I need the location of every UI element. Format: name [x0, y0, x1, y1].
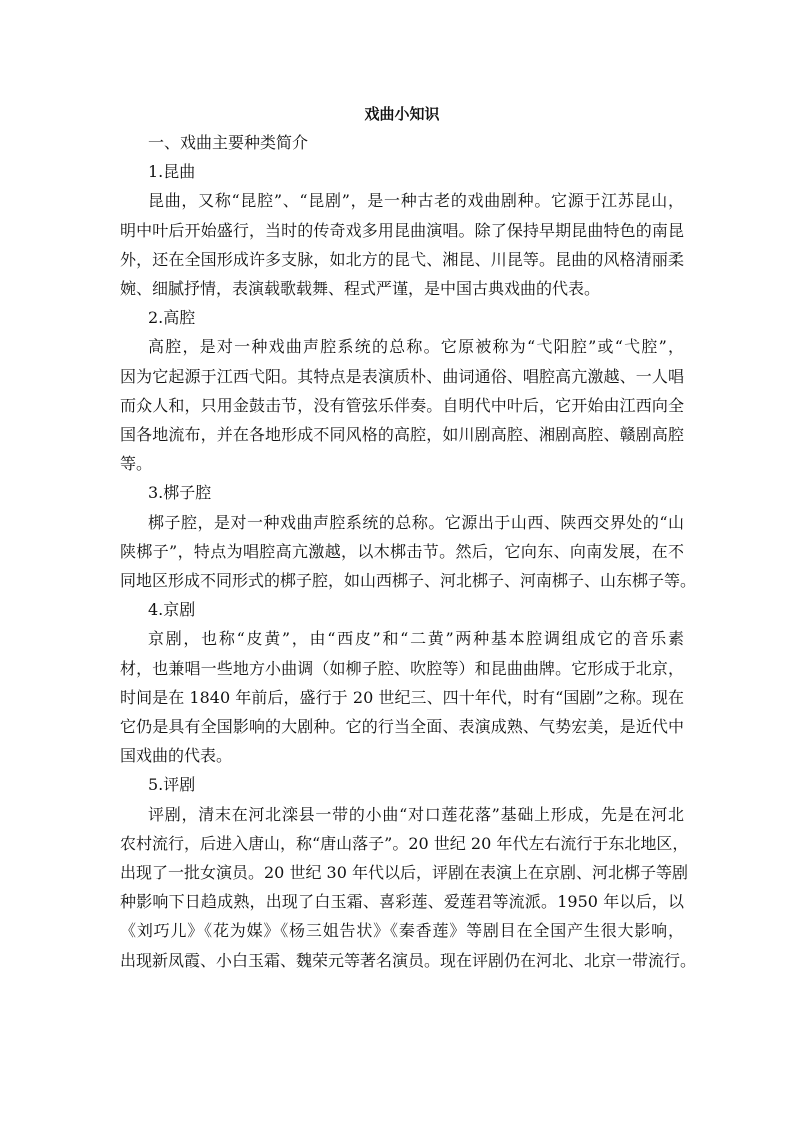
document-body	[120, 100, 697, 975]
paragraph-line: 种影响下日趋成熟，出现了白玉霜、喜彩莲、爱莲君等流派。1950 年以后，以	[120, 892, 684, 912]
paragraph-line: 高腔，是对一种戏曲声腔系统的总称。它原被称为“弋阳腔”或“弋腔”，	[148, 337, 684, 357]
paragraph-line: 农村流行，后进入唐山，称“唐山落子”。20 世纪 20 年代左右流行于东北地区，	[120, 833, 689, 853]
paragraph-line: 国各地流布，并在各地形成不同风格的高腔，如川剧高腔、湘剧高腔、赣剧高腔	[120, 425, 684, 445]
entry-heading-gaoqiang: 2.高腔	[148, 308, 196, 328]
paragraph-line: 外，还在全国形成许多支脉，如北方的昆弋、湘昆、川昆等。昆曲的风格清丽柔	[120, 249, 684, 269]
paragraph-line: 同地区形成不同形式的梆子腔，如山西梆子、河北梆子、河南梆子、山东梆子等。	[120, 571, 697, 591]
document-title: 戏曲小知识	[364, 105, 440, 123]
paragraph-line: 材，也兼唱一些地方小曲调（如柳子腔、吹腔等）和昆曲曲牌。它形成于北京，	[120, 658, 684, 678]
paragraph-line: 明中叶后开始盛行，当时的传奇戏多用昆曲演唱。除了保持早期昆曲特色的南昆	[120, 220, 684, 240]
paragraph-line: 出现了一批女演员。20 世纪 30 年代以后，评剧在表演上在京剧、河北梆子等剧	[120, 863, 688, 883]
paragraph-line: 而众人和，只用金鼓击节，没有管弦乐伴奏。自明代中叶后，它开始由江西向全	[120, 395, 684, 415]
entry-heading-jingju: 4.京剧	[148, 600, 196, 620]
paragraph-line: 因为它起源于江西弋阳。其特点是表演质朴、曲词通俗、唱腔高亢激越、一人唱	[120, 366, 684, 386]
paragraph-line: 梆子腔，是对一种戏曲声腔系统的总称。它源出于山西、陕西交界处的“山	[148, 512, 684, 532]
paragraph-line: 陕梆子”，特点为唱腔高亢激越，以木梆击节。然后，它向东、向南发展，在不	[120, 541, 684, 561]
entry-heading-pingju: 5.评剧	[148, 775, 196, 795]
paragraph-line: 等。	[120, 454, 153, 474]
paragraph-line: 昆曲，又称“昆腔”、“昆剧”，是一种古老的戏曲剧种。它源于江苏昆山，	[148, 191, 684, 211]
paragraph-line: 它仍是具有全国影响的大剧种。它的行当全面、表演成熟、气势宏美，是近代中	[120, 717, 684, 737]
section-heading: 一、戏曲主要种类简介	[148, 133, 309, 152]
entry-heading-kunqu: 1.昆曲	[148, 162, 196, 182]
paragraph-line: 出现新凤霞、小白玉霜、魏荣元等著名演员。现在评剧仍在河北、北京一带流行。	[120, 950, 697, 970]
paragraph-line: 国戏曲的代表。	[120, 746, 233, 766]
paragraph-line: 京剧，也称“皮黄”，由“西皮”和“二黄”两种基本腔调组成它的音乐素	[148, 629, 684, 649]
entry-heading-bangziqiang: 3.梆子腔	[148, 483, 212, 503]
paragraph-line: 评剧，清末在河北滦县一带的小曲“对口莲花落”基础上形成，先是在河北	[148, 804, 684, 824]
paragraph-line: 《刘巧儿》《花为媒》《杨三姐告状》《秦香莲》等剧目在全国产生很大影响，	[120, 921, 684, 941]
paragraph-line: 时间是在 1840 年前后，盛行于 20 世纪三、四十年代，时有“国剧”之称。现在	[120, 687, 684, 707]
paragraph-line: 婉、细腻抒情，表演载歌载舞、程式严谨，是中国古典戏曲的代表。	[120, 279, 601, 299]
